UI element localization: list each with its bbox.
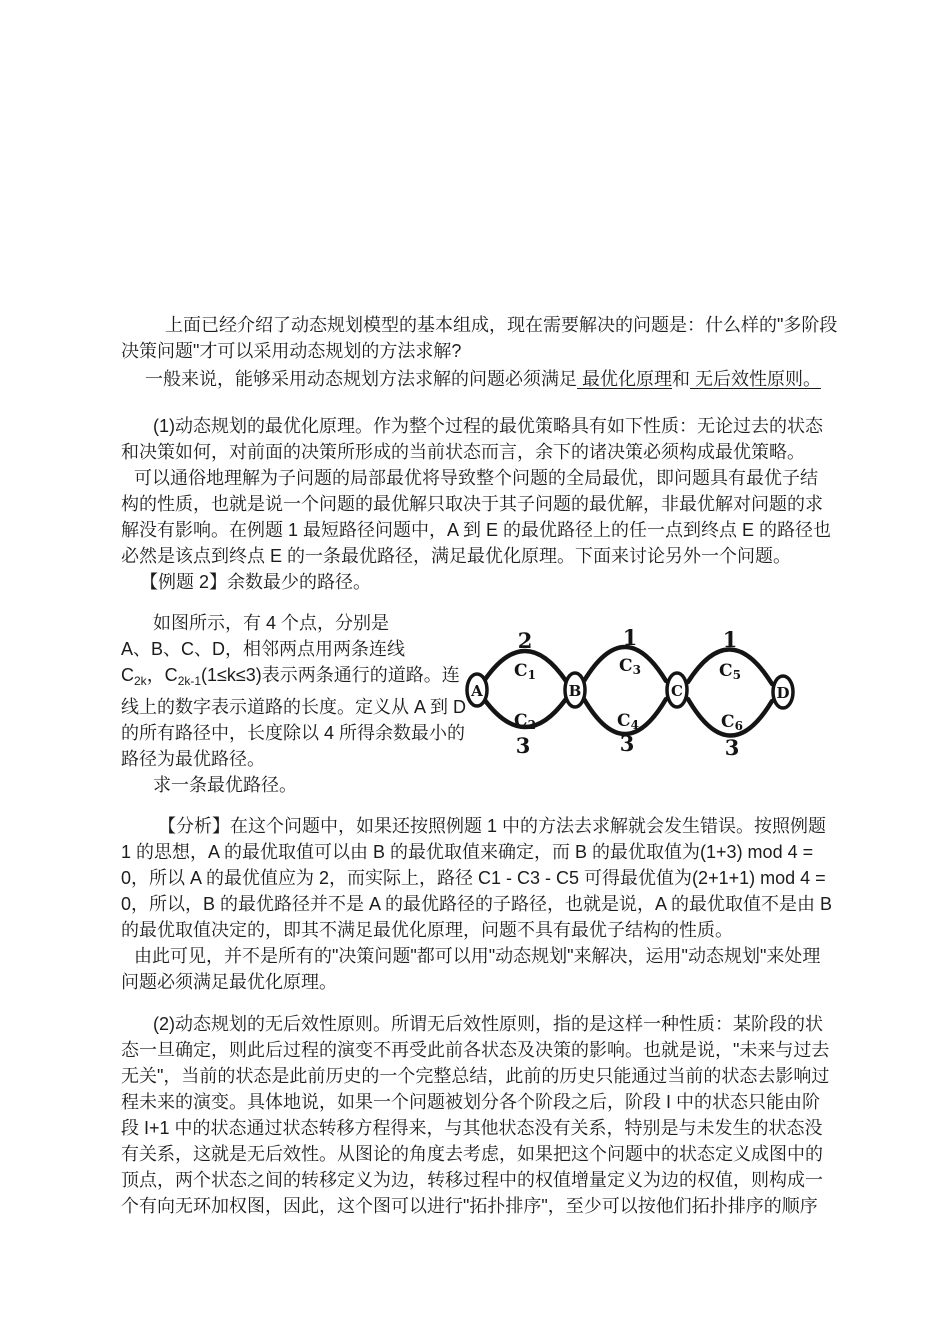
edge-c6-name: C6 — [721, 712, 743, 733]
node-a-label: A — [471, 682, 483, 700]
text-line: 的最优取值决定的，即其不满足最优化原理，问题不具有最优子结构的性质。 — [121, 920, 733, 940]
text-line: 线上的数字表示道路的长度。定义从 A 到 D — [121, 697, 467, 717]
subscript-2k: 2k — [134, 674, 147, 688]
node-b-label: B — [568, 682, 582, 700]
edge-c3-name: C3 — [619, 656, 641, 677]
text-line: 0，所以，B 的最优路径并不是 A 的最优路径的子路径，也就是说，A 的最优取值不是由 B — [121, 894, 833, 914]
edge-c5-name: C5 — [719, 661, 741, 682]
paragraph-no-aftereffect-principle — [121, 1011, 830, 1219]
text-segment: ，C — [146, 665, 178, 685]
text-line: 【分析】在这个问题中，如果还按照例题 1 中的方法去求解就会发生错误。按照例题 — [158, 816, 827, 836]
edge-c4-name: C4 — [617, 711, 639, 732]
edge-c6-weight: 3 — [724, 735, 740, 760]
text-line: (1)动态规划的最优化原理。作为整个过程的最优策略具有如下性质：无论过去的状态 — [153, 416, 823, 436]
text-line: 构的性质，也就是说一个问题的最优解只取决于其子问题的最优解，非最优解对问题的求 — [121, 494, 823, 514]
text-line: 路径为最优路径。 — [121, 749, 265, 769]
text-segment: C — [121, 665, 134, 685]
text-segment: (1≤k≤3)表示两条通行的道路。连 — [201, 665, 460, 685]
text-line — [121, 366, 821, 392]
text-line: 决策问题"才可以采用动态规划的方法求解? — [121, 341, 462, 361]
text-line: 的所有路径中，长度除以 4 所得余数最小的 — [121, 723, 466, 743]
text-line: 【例题 2】余数最少的路径。 — [140, 572, 372, 592]
node-d-label: D — [776, 684, 790, 702]
text-line: 程未来的演变。具体地说，如果一个问题被划分各个阶段之后，阶段 I 中的状态只能由阶 — [121, 1092, 820, 1112]
text-line: 由此可见，并不是所有的"决策问题"都可以用"动态规划"来解决，运用"动态规划"来处理 — [134, 946, 821, 966]
text-segment: 一般来说，能够采用动态规划方法求解的问题必须满足 — [145, 369, 577, 389]
paragraph-example2-title — [121, 569, 821, 595]
edge-weights — [516, 625, 740, 760]
paragraph-conditions — [121, 366, 821, 392]
text-segment: 和 — [672, 369, 691, 389]
underlined-term-optimality: 最优化原理 — [577, 369, 673, 389]
subscript-2k-1: 2k-1 — [177, 674, 202, 688]
text-line: 个有向无环加权图，因此，这个图可以进行"拓扑排序"，至少可以按他们拓扑排序的顺序 — [121, 1196, 818, 1216]
text-line: 如图所示，有 4 个点，分别是 — [153, 613, 390, 633]
edge-c5-weight: 1 — [722, 627, 738, 652]
paragraph-analysis — [121, 813, 833, 995]
edge-c2-name: C2 — [514, 711, 536, 732]
text-line: 段 I+1 中的状态通过状态转移方程得来，与其他状态没有关系，特别是与未发生的状态没 — [121, 1118, 823, 1138]
edge-c3-weight: 1 — [622, 625, 638, 650]
edge-names — [514, 656, 743, 733]
text-line: 可以通俗地理解为子问题的局部最优将导致整个问题的全局最优，即问题具有最优子结 — [134, 468, 818, 488]
text-line: (2)动态规划的无后效性原则。所谓无后效性原则，指的是这样一种性质：某阶段的状 — [153, 1014, 823, 1034]
underlined-term-no-aftereffect: 无后效性原则。 — [690, 369, 822, 389]
edge-c1-weight: 2 — [517, 628, 533, 653]
text-line: 1 的思想，A 的最优取值可以由 B 的最优取值来确定，而 B 的最优取值为(1+3) mod 4 = — [121, 842, 814, 862]
edge-c2-weight: 3 — [515, 733, 531, 758]
text-line: 求一条最优路径。 — [153, 775, 297, 795]
paragraph-intro — [121, 312, 838, 364]
text-line: 无关"，当前的状态是此前历史的一个完整总结，此前的历史只能通过当前的状态去影响过 — [121, 1066, 830, 1086]
text-line: 顶点，两个状态之间的转移定义为边，转移过程中的权值增量定义为边的权值，则构成一 — [121, 1170, 823, 1190]
text-line: 和决策如何，对前面的决策所形成的当前状态而言，余下的诸决策必须构成最优策略。 — [121, 442, 805, 462]
graph-figure — [455, 614, 810, 769]
edge-c4-weight: 3 — [619, 731, 635, 756]
paragraph-optimality-principle — [121, 413, 821, 465]
text-line: 态一旦确定，则此后过程的演变不再受此前各状态及决策的影响。也就是说，"未来与过去 — [121, 1040, 830, 1060]
text-line: 必然是该点到终点 E 的一条最优路径，满足最优化原理。下面来讨论另外一个问题。 — [121, 546, 792, 566]
text-line: 解没有影响。在例题 1 最短路径问题中，A 到 E 的最优路径上的任一点到终点 E 的路径也 — [121, 520, 832, 540]
edge-c1-name: C1 — [514, 661, 536, 682]
text-line: A、B、C、D，相邻两点用两条连线 — [121, 639, 406, 659]
text-line: 有关系，这就是无后效性。从图论的角度去考虑，如果把这个问题中的状态定义成图中的 — [121, 1144, 823, 1164]
text-line: 上面已经介绍了动态规划模型的基本组成，现在需要解决的问题是：什么样的"多阶段 — [165, 315, 838, 335]
text-line: 0，所以 A 的最优值应为 2，而实际上，路径 C1 - C3 - C5 可得最优值为(2+1+1) mod 4 = — [121, 868, 826, 888]
paragraph-optimal-substructure — [121, 465, 832, 569]
text-line: 问题必须满足最优化原理。 — [121, 972, 337, 992]
node-c-label: C — [671, 682, 683, 700]
